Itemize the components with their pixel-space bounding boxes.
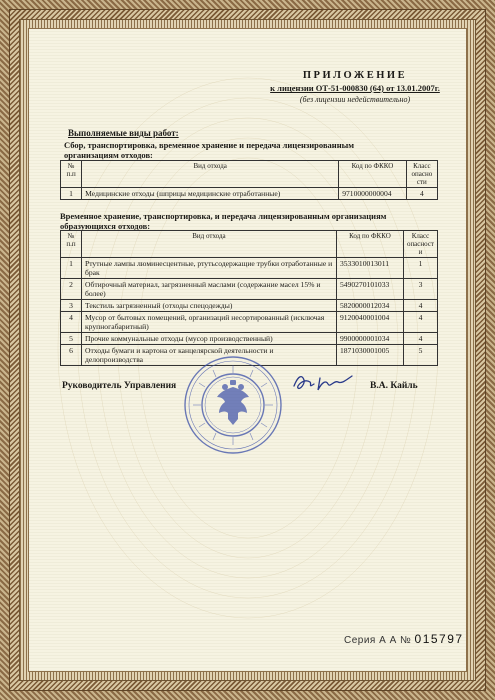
handwritten-signature: [290, 368, 360, 396]
signatory-name: В.А. Кайль: [370, 381, 418, 391]
heading-title: ПРИЛОЖЕНИЕ: [302, 70, 408, 81]
row-class: 4: [403, 312, 437, 333]
header-class: Класс опасно сти: [406, 161, 437, 188]
table-row: [61, 188, 438, 200]
header-num: № п.п: [61, 161, 82, 188]
row-class: 1: [403, 258, 437, 279]
row-code: 5820000012034: [336, 300, 403, 312]
header-name: Вид отхода: [82, 161, 339, 188]
row-code: 3533010013011: [336, 258, 403, 279]
header-code: Код по ФККО: [339, 161, 407, 188]
series-label: Серия А А №: [344, 635, 412, 646]
row-code: 1871030001005: [336, 345, 403, 366]
row-class: 4: [403, 333, 437, 345]
table-row: [61, 258, 438, 279]
row-class: 3: [403, 279, 437, 300]
header-num: № п.п: [61, 231, 82, 258]
row-waste-name: Прочие коммунальные отходы (мусор производственный): [81, 333, 336, 345]
table-header-row: [61, 161, 438, 188]
section1-table: [60, 160, 438, 200]
row-code: 9710000000004: [339, 188, 407, 200]
row-num: 3: [61, 300, 82, 312]
row-waste-name: Ртутные лампы люминесцентные, ртутьсодержащие трубки отработанные и брак: [81, 258, 336, 279]
row-waste-name: Медицинские отходы (шприцы медицинские отработанные): [82, 188, 339, 200]
row-num: 1: [61, 258, 82, 279]
row-num: 1: [61, 188, 82, 200]
license-reference: к лицензии ОТ-51-000830 (64) от 13.01.2007г.: [270, 83, 440, 93]
row-class: 5: [403, 345, 437, 366]
header-name: Вид отхода: [81, 231, 336, 258]
row-waste-name: Обтирочный материал, загрязненный маслами (содержание масел 15% и более): [81, 279, 336, 300]
row-num: 6: [61, 345, 82, 366]
section2-intro: Временное хранение, транспортировка, и передача лицензированным организациям образующихся отходов:: [60, 211, 387, 231]
serial-number: 015797: [414, 632, 464, 646]
official-seal: [181, 353, 285, 457]
header-code: Код по ФККО: [336, 231, 403, 258]
row-num: 4: [61, 312, 82, 333]
row-class: 4: [406, 188, 437, 200]
works-heading: Выполняемые виды работ:: [68, 128, 179, 138]
document-heading: [250, 70, 460, 104]
row-waste-name: Текстиль загрязненный (отходы спецодежды): [81, 300, 336, 312]
series-number: [344, 632, 464, 646]
table-row: [61, 312, 438, 333]
row-num: 2: [61, 279, 82, 300]
row-code: 9900000001034: [336, 333, 403, 345]
section1-intro: Сбор, транспортировка, временное хранение и передача лицензированным организациям отходов:: [64, 140, 355, 160]
section2-table: [60, 230, 438, 366]
row-waste-name: Мусор от бытовых помещений, организаций несортированный (исключая крупногабаритный): [81, 312, 336, 333]
header-class: Класс опасност и: [403, 231, 437, 258]
table-row: [61, 333, 438, 345]
validity-note: (без лицензии недействительно): [299, 95, 411, 104]
row-class: 4: [403, 300, 437, 312]
table-header-row: [61, 231, 438, 258]
row-code: 9120040001004: [336, 312, 403, 333]
row-num: 5: [61, 333, 82, 345]
table-row: [61, 300, 438, 312]
row-code: 5490270101033: [336, 279, 403, 300]
row-waste-name: Отходы бумаги и картона от канцелярской деятельности и делопроизводства: [81, 345, 336, 366]
table-row: [61, 279, 438, 300]
signature-label: Руководитель Управления: [62, 381, 177, 391]
